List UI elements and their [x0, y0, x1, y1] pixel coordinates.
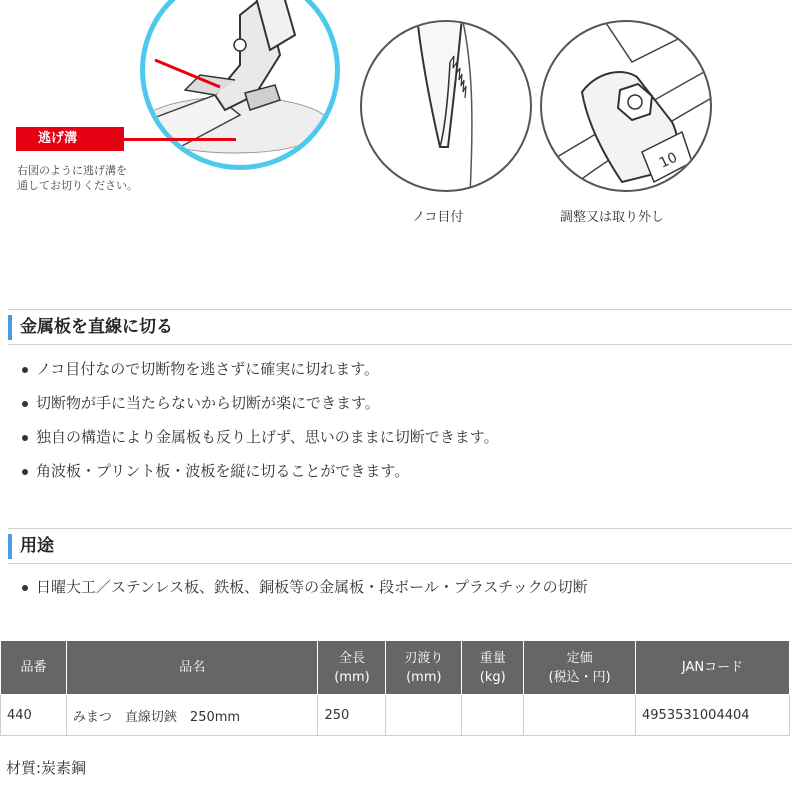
escape-note-line2: 通してお切りください。: [17, 179, 138, 192]
header-weight: [462, 641, 524, 695]
list-item: 日曜大工／ステンレス板、鉄板、銅板等の金属板・段ボール・プラスチックの切断: [20, 570, 588, 604]
table-row: [1, 695, 790, 736]
escape-groove-drawing: [145, 0, 340, 170]
header-text: 重量: [479, 650, 506, 666]
header-text: JANコード: [681, 660, 744, 675]
table-header-row: [1, 641, 790, 695]
product-illustration: [0, 0, 800, 245]
header-text: 全長: [338, 650, 365, 666]
heading-accent-bar: [8, 315, 12, 340]
cell-length: 250: [318, 695, 386, 736]
header-jan: [636, 641, 790, 695]
saw-teeth-closeup: [360, 20, 532, 192]
adjust-nut-closeup: [540, 20, 712, 192]
cell-name: みまつ 直線切鋏 250mm: [66, 695, 318, 736]
header-subtext: (kg): [479, 669, 506, 685]
cell-code: 440: [1, 695, 67, 736]
section-heading-usage: [8, 528, 792, 564]
escape-groove-pointer: [124, 138, 236, 141]
header-code: [1, 641, 67, 695]
section-heading-cutting: [8, 309, 792, 345]
saw-teeth-caption: ノコ目付: [412, 210, 464, 225]
list-item: 角波板・プリント板・波板を縦に切ることができます。: [20, 454, 499, 488]
header-price: [524, 641, 636, 695]
section-title: 金属板を直線に切る: [20, 317, 173, 337]
adjust-caption: 調整又は取り外し: [560, 210, 665, 225]
dial-number: 10: [656, 149, 680, 172]
header-text: 品番: [20, 660, 47, 675]
escape-note-line1: 右図のように逃げ溝を: [17, 164, 127, 177]
saw-teeth-drawing: [362, 22, 532, 192]
header-subtext: (mm): [334, 669, 370, 685]
header-blade: [386, 641, 462, 695]
header-text: 刃渡り: [404, 650, 444, 666]
list-item: 切断物が手に当たらないから切断が楽にできます。: [20, 386, 499, 420]
usage-list: [20, 570, 588, 604]
list-item: ノコ目付なので切断物を逃さずに確実に切れます。: [20, 352, 499, 386]
spec-table: [0, 640, 790, 736]
heading-accent-bar: [8, 534, 12, 559]
header-name: [66, 641, 318, 695]
material-note: 材質:炭素鋼: [6, 759, 87, 777]
cell-blade: [386, 695, 462, 736]
cell-weight: [462, 695, 524, 736]
cell-price: [524, 695, 636, 736]
list-item: 独自の構造により金属板も反り上げず、思いのままに切断できます。: [20, 420, 499, 454]
header-subtext: (mm): [406, 669, 442, 685]
adjust-nut-drawing: [542, 22, 712, 192]
escape-groove-note: [17, 163, 138, 193]
escape-groove-label: 逃げ溝: [16, 127, 124, 151]
header-text: 品名: [179, 660, 206, 675]
header-subtext: (税込・円): [548, 669, 611, 685]
escape-groove-closeup: [140, 0, 340, 170]
header-text: 定価: [566, 650, 593, 666]
feature-list: [20, 352, 499, 488]
cell-jan: 4953531004404: [636, 695, 790, 736]
section-title: 用途: [20, 536, 54, 556]
header-length: [318, 641, 386, 695]
